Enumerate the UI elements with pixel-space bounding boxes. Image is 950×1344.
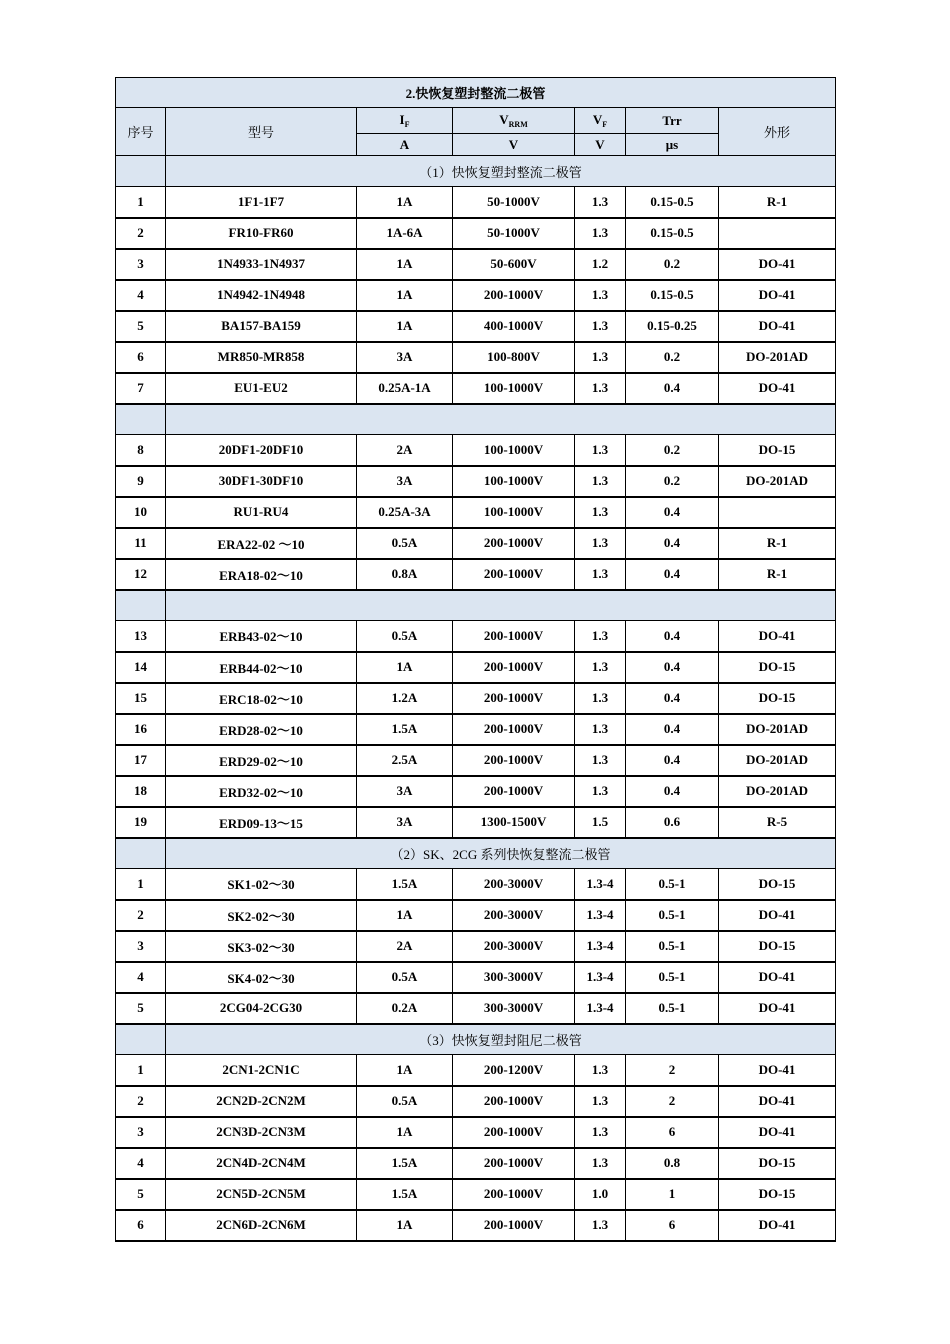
table-row — [116, 900, 836, 931]
cell-model: ERD32-02～10 — [166, 776, 357, 807]
cell-model: 30DF1-30DF10 — [166, 466, 357, 497]
cell-vrrm: 200-1000V — [453, 776, 575, 807]
cell-model: 1N4933-1N4937 — [166, 249, 357, 280]
cell-seq: 11 — [116, 528, 166, 559]
cell-if: 3A — [357, 466, 453, 497]
cell-model: EU1-EU2 — [166, 373, 357, 404]
table-row — [116, 931, 836, 962]
cell-seq: 5 — [116, 311, 166, 342]
cell-model: 20DF1-20DF10 — [166, 435, 357, 466]
cell-model: SK3-02～30 — [166, 931, 357, 962]
cell-trr: 0.4 — [626, 714, 719, 745]
cell-vf: 1.3 — [575, 280, 626, 311]
cell-seq: 14 — [116, 652, 166, 683]
cell-shape: DO-201AD — [719, 776, 836, 807]
cell-shape: DO-201AD — [719, 714, 836, 745]
diode-spec-table — [115, 77, 836, 1242]
cell-model: ERD29-02～10 — [166, 745, 357, 776]
unit-vrrm: V — [453, 134, 575, 156]
cell-if: 1.5A — [357, 869, 453, 900]
cell-if: 3A — [357, 776, 453, 807]
cell-vrrm: 1300-1500V — [453, 807, 575, 838]
cell-seq: 6 — [116, 342, 166, 373]
cell-shape: DO-41 — [719, 1210, 836, 1241]
table-row — [116, 807, 836, 838]
unit-vf: V — [575, 134, 626, 156]
cell-shape: DO-15 — [719, 435, 836, 466]
cell-seq: 16 — [116, 714, 166, 745]
cell-if: 1A — [357, 187, 453, 218]
table-row — [116, 280, 836, 311]
cell-trr: 0.4 — [626, 683, 719, 714]
cell-model: ERA22-02 ～10 — [166, 528, 357, 559]
cell-trr: 0.15-0.25 — [626, 311, 719, 342]
cell-model: MR850-MR858 — [166, 342, 357, 373]
cell-vf: 1.3 — [575, 497, 626, 528]
cell-seq: 1 — [116, 1055, 166, 1086]
cell-if: 3A — [357, 807, 453, 838]
table-row — [116, 1117, 836, 1148]
cell-model: 2CG04-2CG30 — [166, 993, 357, 1024]
table-row — [116, 559, 836, 590]
cell-shape: DO-15 — [719, 683, 836, 714]
cell-seq: 3 — [116, 249, 166, 280]
cell-model: BA157-BA159 — [166, 311, 357, 342]
cell-vf: 1.3 — [575, 311, 626, 342]
table-row — [116, 218, 836, 249]
cell-model: ERC18-02～10 — [166, 683, 357, 714]
cell-vf: 1.3 — [575, 1086, 626, 1117]
cell-if: 1.5A — [357, 714, 453, 745]
table-row — [116, 1055, 836, 1086]
cell-seq: 18 — [116, 776, 166, 807]
cell-trr: 0.4 — [626, 559, 719, 590]
cell-if: 2.5A — [357, 745, 453, 776]
cell-if: 1A — [357, 1210, 453, 1241]
cell-trr: 0.5-1 — [626, 900, 719, 931]
cell-vrrm: 200-3000V — [453, 900, 575, 931]
cell-vf: 1.3-4 — [575, 962, 626, 993]
cell-trr: 0.4 — [626, 776, 719, 807]
cell-shape: DO-15 — [719, 869, 836, 900]
cell-trr: 0.6 — [626, 807, 719, 838]
cell-vf: 1.3 — [575, 621, 626, 652]
section-row — [116, 404, 836, 435]
cell-vrrm: 400-1000V — [453, 311, 575, 342]
cell-shape: DO-41 — [719, 1086, 836, 1117]
cell-model: FR10-FR60 — [166, 218, 357, 249]
cell-trr: 0.5-1 — [626, 931, 719, 962]
cell-model: 1N4942-1N4948 — [166, 280, 357, 311]
table-row — [116, 311, 836, 342]
cell-shape: R-5 — [719, 807, 836, 838]
table-row — [116, 528, 836, 559]
cell-shape: DO-41 — [719, 1117, 836, 1148]
cell-trr: 0.2 — [626, 466, 719, 497]
table-title-row — [116, 78, 836, 108]
cell-vrrm: 200-1000V — [453, 280, 575, 311]
cell-vf: 1.3 — [575, 1117, 626, 1148]
cell-if: 0.5A — [357, 1086, 453, 1117]
cell-if: 1.5A — [357, 1148, 453, 1179]
table-row — [116, 466, 836, 497]
cell-vf: 1.3 — [575, 652, 626, 683]
cell-vf: 1.3-4 — [575, 993, 626, 1024]
cell-shape: DO-15 — [719, 652, 836, 683]
cell-seq: 1 — [116, 869, 166, 900]
cell-vf: 1.3 — [575, 342, 626, 373]
cell-model: ERB43-02～10 — [166, 621, 357, 652]
cell-shape: DO-41 — [719, 1055, 836, 1086]
cell-trr: 6 — [626, 1117, 719, 1148]
cell-trr: 0.2 — [626, 435, 719, 466]
section-row — [116, 1024, 836, 1055]
cell-seq: 17 — [116, 745, 166, 776]
cell-shape — [719, 218, 836, 249]
cell-if: 3A — [357, 342, 453, 373]
cell-seq: 12 — [116, 559, 166, 590]
cell-vf: 1.3 — [575, 218, 626, 249]
cell-if: 1A — [357, 1117, 453, 1148]
table-row — [116, 745, 836, 776]
table-row — [116, 342, 836, 373]
cell-shape: R-1 — [719, 528, 836, 559]
cell-vf: 1.3 — [575, 435, 626, 466]
cell-if: 2A — [357, 931, 453, 962]
cell-vf: 1.3-4 — [575, 900, 626, 931]
cell-vrrm: 200-1000V — [453, 1210, 575, 1241]
cell-if: 0.8A — [357, 559, 453, 590]
cell-trr: 2 — [626, 1086, 719, 1117]
cell-seq: 4 — [116, 1148, 166, 1179]
cell-vf: 1.5 — [575, 807, 626, 838]
cell-seq: 5 — [116, 1179, 166, 1210]
table-row — [116, 373, 836, 404]
cell-model: 1F1-1F7 — [166, 187, 357, 218]
section-row — [116, 838, 836, 869]
table-row — [116, 869, 836, 900]
cell-vrrm: 200-3000V — [453, 869, 575, 900]
header-model: 型号 — [166, 108, 357, 156]
cell-vf: 1.3 — [575, 776, 626, 807]
cell-model: 2CN4D-2CN4M — [166, 1148, 357, 1179]
cell-trr: 0.5-1 — [626, 962, 719, 993]
cell-vrrm: 300-3000V — [453, 993, 575, 1024]
cell-trr: 0.2 — [626, 249, 719, 280]
cell-seq: 13 — [116, 621, 166, 652]
cell-if: 0.25A-3A — [357, 497, 453, 528]
table-row — [116, 776, 836, 807]
cell-seq: 4 — [116, 280, 166, 311]
cell-if: 1A — [357, 900, 453, 931]
cell-trr: 0.4 — [626, 497, 719, 528]
cell-vrrm: 300-3000V — [453, 962, 575, 993]
cell-seq: 3 — [116, 1117, 166, 1148]
cell-vf: 1.3-4 — [575, 931, 626, 962]
cell-shape: R-1 — [719, 559, 836, 590]
cell-vf: 1.3 — [575, 1210, 626, 1241]
table-row — [116, 1179, 836, 1210]
cell-vrrm: 200-3000V — [453, 931, 575, 962]
cell-shape: DO-41 — [719, 621, 836, 652]
cell-model: SK1-02～30 — [166, 869, 357, 900]
cell-shape: DO-41 — [719, 280, 836, 311]
cell-vrrm: 200-1000V — [453, 683, 575, 714]
cell-trr: 0.15-0.5 — [626, 187, 719, 218]
cell-vf: 1.3 — [575, 466, 626, 497]
cell-vrrm: 200-1000V — [453, 1148, 575, 1179]
cell-vf: 1.0 — [575, 1179, 626, 1210]
cell-shape: DO-15 — [719, 1148, 836, 1179]
cell-if: 0.5A — [357, 528, 453, 559]
table-row — [116, 1086, 836, 1117]
cell-seq: 8 — [116, 435, 166, 466]
cell-vf: 1.3 — [575, 1148, 626, 1179]
cell-model: ERD28-02～10 — [166, 714, 357, 745]
cell-trr: 0.4 — [626, 621, 719, 652]
header-if: $I_F$ — [357, 108, 453, 134]
cell-shape: DO-201AD — [719, 745, 836, 776]
cell-shape: DO-15 — [719, 931, 836, 962]
cell-shape: DO-41 — [719, 962, 836, 993]
cell-model: 2CN6D-2CN6M — [166, 1210, 357, 1241]
section-seq-cell — [116, 156, 166, 187]
cell-model: 2CN3D-2CN3M — [166, 1117, 357, 1148]
cell-vf: 1.3-4 — [575, 869, 626, 900]
cell-vrrm: 100-1000V — [453, 497, 575, 528]
cell-seq: 6 — [116, 1210, 166, 1241]
table-row — [116, 187, 836, 218]
cell-vrrm: 200-1000V — [453, 528, 575, 559]
cell-shape: R-1 — [719, 187, 836, 218]
cell-seq: 1 — [116, 187, 166, 218]
section-seq-cell — [116, 1024, 166, 1055]
cell-seq: 9 — [116, 466, 166, 497]
table-row — [116, 683, 836, 714]
cell-trr: 0.4 — [626, 745, 719, 776]
cell-seq: 15 — [116, 683, 166, 714]
cell-vrrm: 200-1000V — [453, 621, 575, 652]
cell-shape: DO-41 — [719, 993, 836, 1024]
cell-if: 1A — [357, 1055, 453, 1086]
cell-vrrm: 50-1000V — [453, 187, 575, 218]
cell-model: ERB44-02～10 — [166, 652, 357, 683]
table-row — [116, 962, 836, 993]
cell-shape — [719, 497, 836, 528]
table-row — [116, 249, 836, 280]
cell-if: 0.5A — [357, 621, 453, 652]
cell-shape: DO-41 — [719, 249, 836, 280]
cell-vrrm: 200-1000V — [453, 1086, 575, 1117]
cell-trr: 0.15-0.5 — [626, 218, 719, 249]
cell-vf: 1.3 — [575, 559, 626, 590]
cell-model: RU1-RU4 — [166, 497, 357, 528]
cell-vrrm: 100-1000V — [453, 435, 575, 466]
cell-trr: 6 — [626, 1210, 719, 1241]
cell-vrrm: 200-1000V — [453, 652, 575, 683]
section-seq-cell — [116, 404, 166, 435]
table-row — [116, 621, 836, 652]
cell-trr: 0.5-1 — [626, 993, 719, 1024]
cell-vrrm: 100-1000V — [453, 373, 575, 404]
header-trr: Trr — [626, 108, 719, 134]
cell-if: 0.25A-1A — [357, 373, 453, 404]
cell-vrrm: 200-1000V — [453, 714, 575, 745]
cell-shape: DO-41 — [719, 373, 836, 404]
cell-seq: 2 — [116, 218, 166, 249]
cell-vf: 1.3 — [575, 373, 626, 404]
header-row — [116, 108, 836, 134]
cell-vf: 1.3 — [575, 714, 626, 745]
cell-shape: DO-201AD — [719, 342, 836, 373]
section-label: （1）快恢复塑封整流二极管 — [166, 156, 836, 187]
cell-trr: 0.8 — [626, 1148, 719, 1179]
cell-if: 1A — [357, 311, 453, 342]
cell-trr: 0.2 — [626, 342, 719, 373]
cell-if: 1A — [357, 280, 453, 311]
cell-vrrm: 100-800V — [453, 342, 575, 373]
cell-trr: 2 — [626, 1055, 719, 1086]
table-row — [116, 497, 836, 528]
cell-trr: 0.4 — [626, 528, 719, 559]
cell-model: ERA18-02～10 — [166, 559, 357, 590]
cell-vf: 1.2 — [575, 249, 626, 280]
section-seq-cell — [116, 590, 166, 621]
cell-model: 2CN2D-2CN2M — [166, 1086, 357, 1117]
section-label — [166, 590, 836, 621]
cell-vf: 1.3 — [575, 1055, 626, 1086]
cell-trr: 0.15-0.5 — [626, 280, 719, 311]
table-row — [116, 1210, 836, 1241]
cell-vrrm: 200-1000V — [453, 559, 575, 590]
table-title: 2.快恢复塑封整流二极管 — [116, 78, 836, 108]
cell-model: SK4-02～30 — [166, 962, 357, 993]
cell-vf: 1.3 — [575, 528, 626, 559]
cell-vrrm: 50-600V — [453, 249, 575, 280]
cell-if: 1A — [357, 652, 453, 683]
cell-if: 1.2A — [357, 683, 453, 714]
header-vf: $V_F$ — [575, 108, 626, 134]
cell-if: 0.5A — [357, 962, 453, 993]
section-label: （2）SK、2CG 系列快恢复整流二极管 — [166, 838, 836, 869]
cell-seq: 2 — [116, 1086, 166, 1117]
cell-vf: 1.3 — [575, 187, 626, 218]
table-row — [116, 652, 836, 683]
cell-shape: DO-15 — [719, 1179, 836, 1210]
cell-if: 2A — [357, 435, 453, 466]
cell-vrrm: 100-1000V — [453, 466, 575, 497]
cell-model: ERD09-13～15 — [166, 807, 357, 838]
cell-if: 1.5A — [357, 1179, 453, 1210]
header-shape: 外形 — [719, 108, 836, 156]
cell-trr: 1 — [626, 1179, 719, 1210]
cell-seq: 5 — [116, 993, 166, 1024]
cell-seq: 10 — [116, 497, 166, 528]
table-row — [116, 1148, 836, 1179]
section-label — [166, 404, 836, 435]
cell-shape: DO-41 — [719, 900, 836, 931]
header-seq: 序号 — [116, 108, 166, 156]
cell-seq: 2 — [116, 900, 166, 931]
unit-trr: μs — [626, 134, 719, 156]
cell-model: 2CN5D-2CN5M — [166, 1179, 357, 1210]
cell-shape: DO-41 — [719, 311, 836, 342]
section-row — [116, 590, 836, 621]
table-row — [116, 714, 836, 745]
cell-vf: 1.3 — [575, 683, 626, 714]
cell-vrrm: 200-1200V — [453, 1055, 575, 1086]
cell-if: 1A — [357, 249, 453, 280]
cell-seq: 7 — [116, 373, 166, 404]
section-row — [116, 156, 836, 187]
cell-trr: 0.4 — [626, 373, 719, 404]
cell-if: 1A-6A — [357, 218, 453, 249]
cell-shape: DO-201AD — [719, 466, 836, 497]
cell-vrrm: 200-1000V — [453, 1179, 575, 1210]
cell-model: 2CN1-2CN1C — [166, 1055, 357, 1086]
table-row — [116, 993, 836, 1024]
unit-if: A — [357, 134, 453, 156]
header-vrrm: $V_{RRM}$ — [453, 108, 575, 134]
table-row — [116, 435, 836, 466]
cell-vf: 1.3 — [575, 745, 626, 776]
cell-seq: 19 — [116, 807, 166, 838]
cell-seq: 4 — [116, 962, 166, 993]
cell-if: 0.2A — [357, 993, 453, 1024]
cell-model: SK2-02～30 — [166, 900, 357, 931]
cell-trr: 0.5-1 — [626, 869, 719, 900]
section-label: （3）快恢复塑封阻尼二极管 — [166, 1024, 836, 1055]
cell-vrrm: 50-1000V — [453, 218, 575, 249]
section-seq-cell — [116, 838, 166, 869]
cell-vrrm: 200-1000V — [453, 1117, 575, 1148]
cell-vrrm: 200-1000V — [453, 745, 575, 776]
cell-seq: 3 — [116, 931, 166, 962]
cell-trr: 0.4 — [626, 652, 719, 683]
